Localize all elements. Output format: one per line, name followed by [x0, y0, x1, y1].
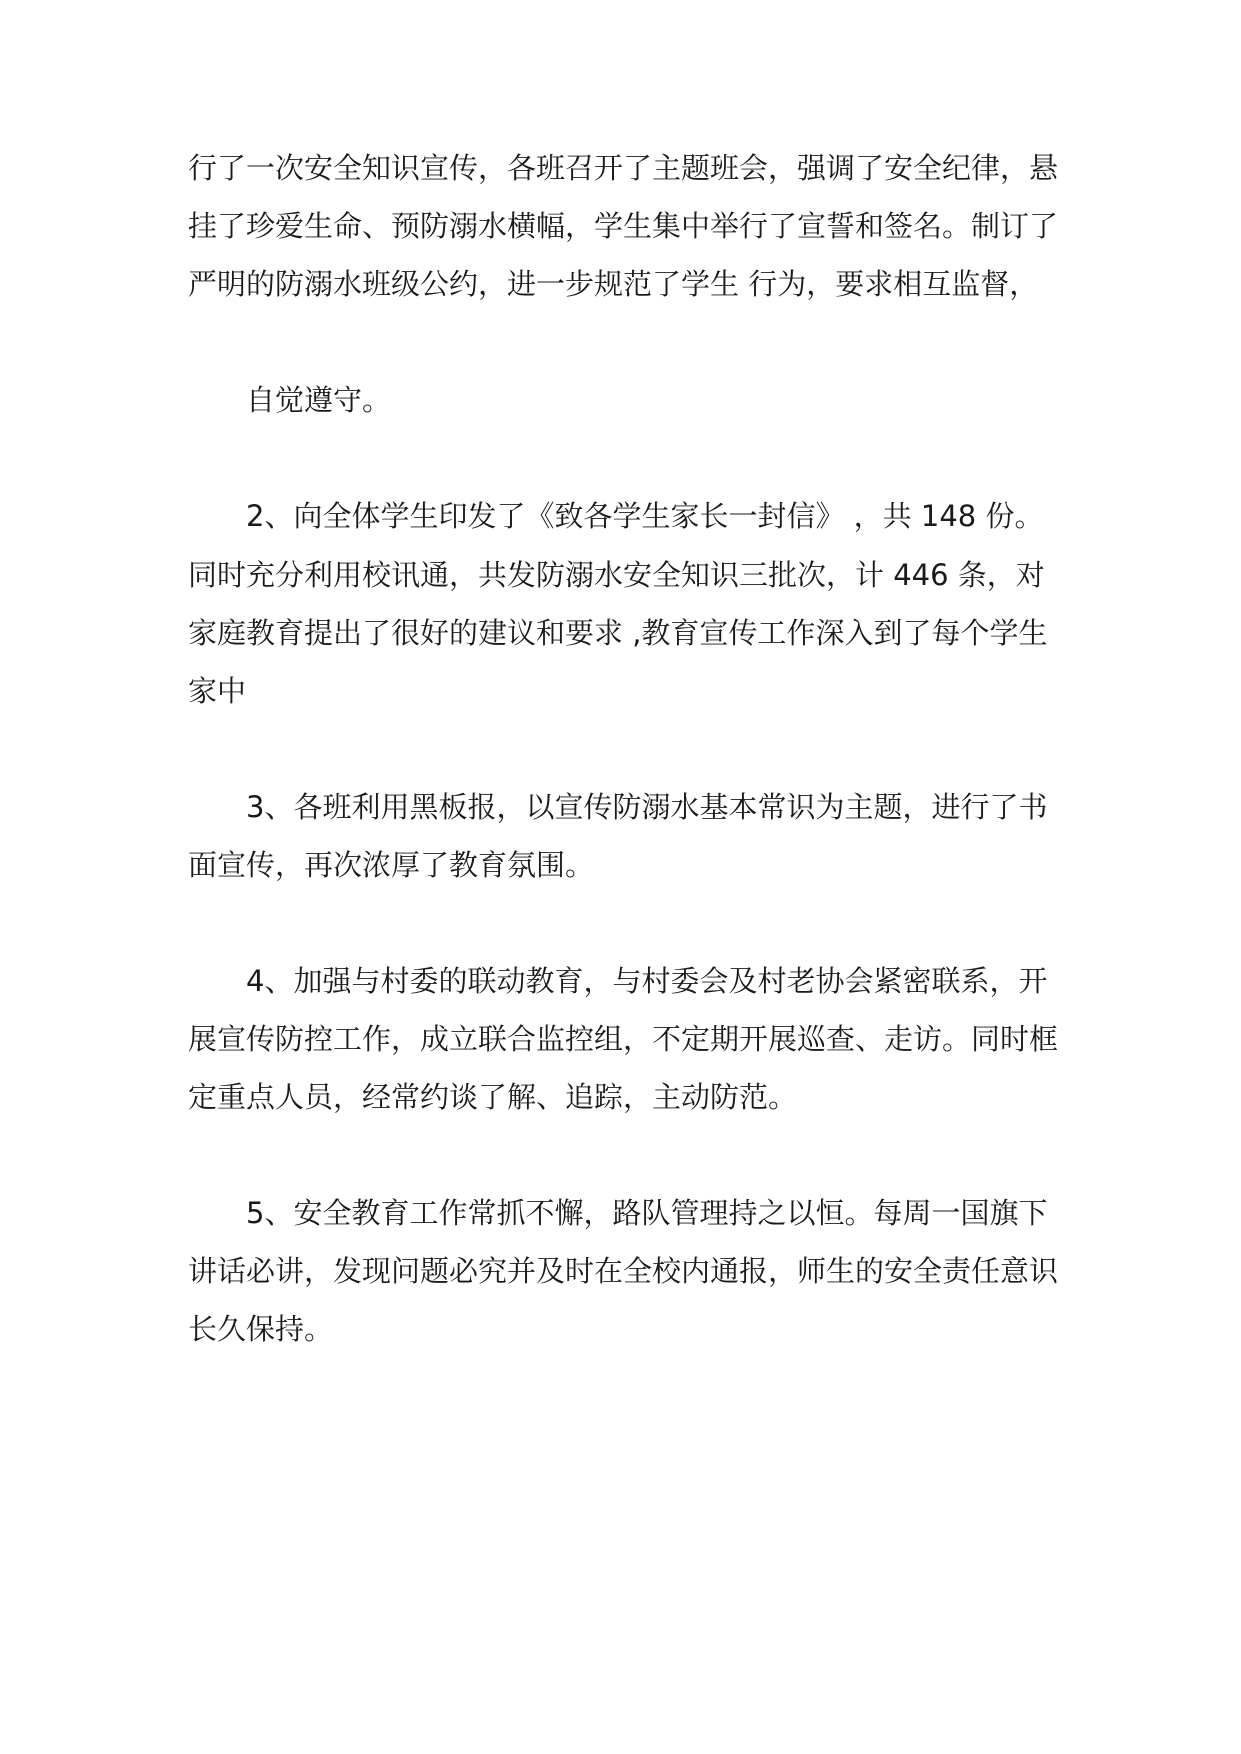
paragraph-5-line-1: 4、加强与村委的联动教育，与村委会及村老协会紧密联系，开 — [246, 964, 1048, 998]
paragraph-1-line-2: 挂了珍爱生命、预防溺水横幅，学生集中举行了宣誓和签名。制订了 — [188, 209, 1059, 243]
paragraph-4-line-2: 面宣传，再次浓厚了教育氛围。 — [188, 848, 595, 882]
paragraph-3-line-3: 家庭教育提出了很好的建议和要求 ,教育宣传工作深入到了每个学生 — [188, 616, 1048, 650]
paragraph-3-line-2: 同时充分利用校讯通，共发防溺水安全知识三批次，计 446 条，对 — [188, 558, 1045, 592]
paragraph-6-line-2: 讲话必讲，发现问题必究并及时在全校内通报，师生的安全责任意识 — [188, 1254, 1059, 1288]
paragraph-5-line-2: 展宣传防控工作，成立联合监控组，不定期开展巡查、走访。同时框 — [188, 1022, 1059, 1056]
paragraph-2-line-1: 自觉遵守。 — [246, 383, 392, 417]
paragraph-6-line-1: 5、安全教育工作常抓不懈，路队管理持之以恒。每周一国旗下 — [246, 1196, 1048, 1230]
paragraph-4-line-1: 3、各班利用黑板报，以宣传防溺水基本常识为主题，进行了书 — [246, 790, 1048, 824]
paragraph-3-line-1: 2、向全体学生印发了《致各学生家长一封信》 ，共 148 份。 — [246, 499, 1044, 533]
paragraph-5-line-3: 定重点人员，经常约谈了解、追踪，主动防范。 — [188, 1080, 798, 1114]
paragraph-1-line-3: 严明的防溺水班级公约，进一步规范了学生 行为，要求相互监督， — [188, 267, 1039, 301]
paragraph-3-line-4: 家中 — [188, 674, 247, 708]
paragraph-6-line-3: 长久保持。 — [188, 1312, 334, 1346]
paragraph-1-line-1: 行了一次安全知识宣传，各班召开了主题班会，强调了安全纪律，悬 — [188, 151, 1059, 185]
